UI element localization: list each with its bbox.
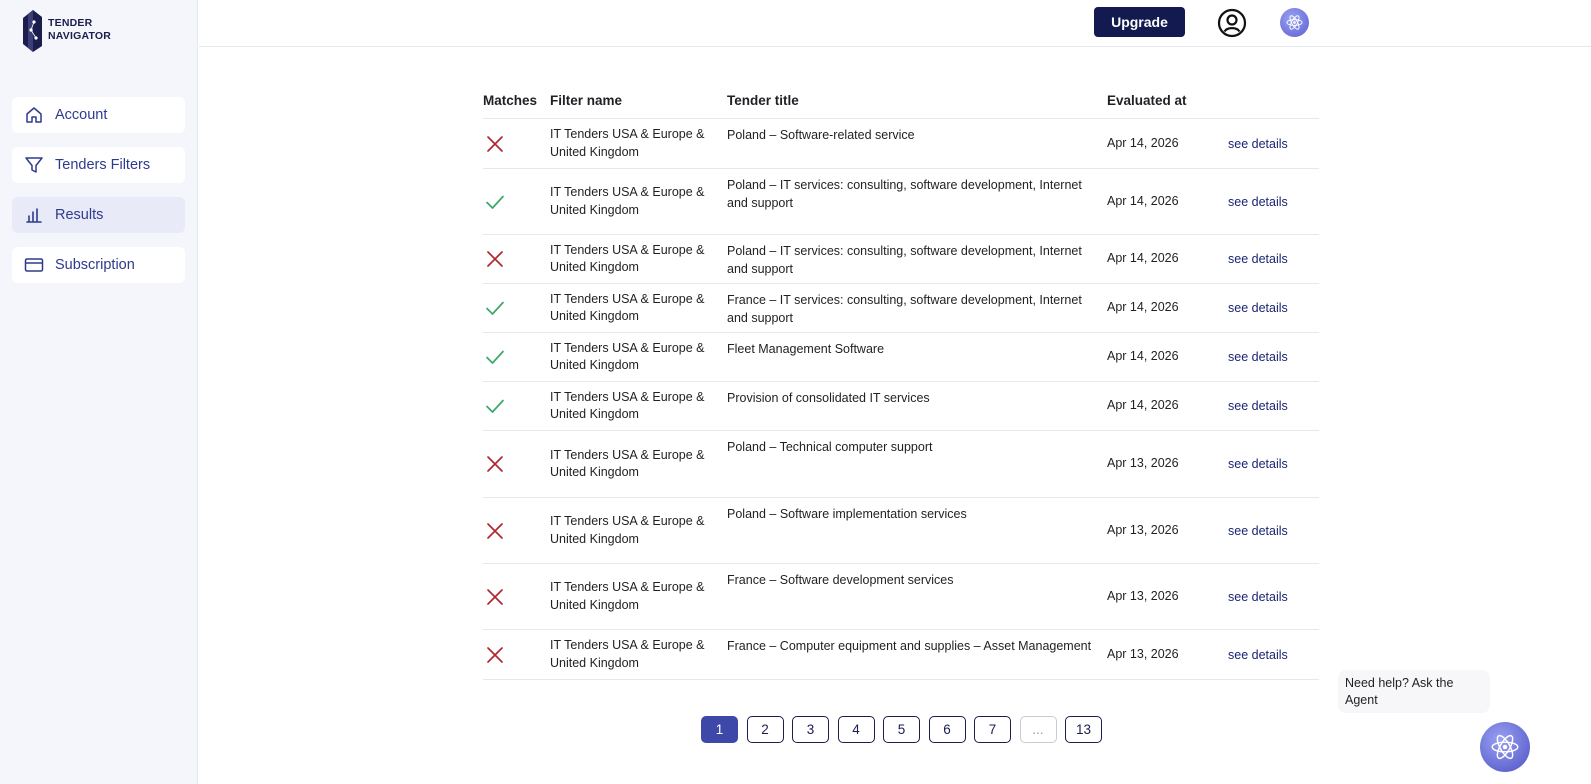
filter-name-cell: IT Tenders USA & Europe & United Kingdom (550, 291, 705, 323)
filter-name-cell: IT Tenders USA & Europe & United Kingdom (550, 580, 705, 612)
match-cell (483, 346, 550, 368)
filter-name-cell: IT Tenders USA & Europe & United Kingdom (550, 127, 705, 159)
pagination-ellipsis: ... (1020, 716, 1057, 743)
logo-mark-icon (20, 8, 46, 52)
cross-icon (484, 586, 506, 608)
table-row (483, 284, 1319, 333)
page-button-7[interactable]: 7 (974, 716, 1011, 743)
sidebar-item-label: Account (55, 107, 108, 123)
actions-cell (1228, 250, 1319, 268)
match-cell (483, 297, 550, 319)
table-header (483, 82, 1319, 119)
page-button-2[interactable]: 2 (747, 716, 784, 743)
check-icon (484, 346, 506, 368)
table-row (483, 235, 1319, 284)
bar-chart-icon (24, 205, 44, 225)
filter-name-cell: IT Tenders USA & Europe & United Kingdom (550, 389, 705, 421)
see-details-link[interactable]: see details (1228, 457, 1288, 471)
evaluated-date-cell: Apr 13, 2026 (1107, 588, 1179, 603)
check-icon (484, 297, 506, 319)
sidebar-item-label: Results (55, 207, 104, 223)
cross-icon (484, 453, 506, 475)
cross-icon (484, 133, 506, 155)
card-icon (24, 255, 44, 275)
evaluated-date-cell: Apr 14, 2026 (1107, 349, 1179, 364)
match-cell (483, 191, 550, 213)
see-details-link[interactable]: see details (1228, 301, 1288, 315)
sidebar-nav (12, 97, 185, 297)
home-icon (24, 105, 44, 125)
match-cell (483, 248, 550, 270)
tender-title-cell: Poland – Software implementation services (727, 507, 967, 521)
see-details-link[interactable]: see details (1228, 136, 1288, 151)
evaluated-date-cell: Apr 14, 2026 (1107, 300, 1179, 315)
filter-name-cell: IT Tenders USA & Europe & United Kingdom (550, 447, 705, 479)
pagination (701, 716, 1111, 743)
help-bubble[interactable]: Need help? Ask the Agent (1338, 670, 1490, 713)
match-cell (483, 395, 550, 417)
table-body (483, 119, 1319, 680)
sidebar-item-results[interactable] (12, 197, 185, 233)
filter-name-cell: IT Tenders USA & Europe & United Kingdom (550, 242, 705, 274)
sidebar-item-account[interactable] (12, 97, 185, 133)
match-cell (483, 453, 550, 475)
check-icon (484, 191, 506, 213)
match-cell (483, 133, 550, 155)
column-header-filter-name: Filter name (550, 92, 623, 108)
page-button-4[interactable]: 4 (838, 716, 875, 743)
check-icon (484, 395, 506, 417)
actions-cell (1228, 135, 1319, 153)
table-row (483, 382, 1319, 431)
page-button-6[interactable]: 6 (929, 716, 966, 743)
see-details-link[interactable]: see details (1228, 523, 1288, 538)
sidebar-item-subscription[interactable] (12, 247, 185, 283)
page-button-1[interactable]: 1 (701, 716, 738, 743)
agent-icon[interactable] (1280, 8, 1309, 37)
table-row (483, 564, 1319, 630)
filter-name-cell: IT Tenders USA & Europe & United Kingdom (550, 514, 705, 546)
tender-title-cell: Poland – Software-related service (727, 128, 915, 142)
see-details-link[interactable]: see details (1228, 194, 1288, 209)
tender-title-cell: Poland – Technical computer support (727, 440, 933, 454)
tender-title-cell: France – Software development services (727, 573, 954, 587)
sidebar-item-label: Subscription (55, 257, 135, 273)
filter-name-cell: IT Tenders USA & Europe & United Kingdom (550, 185, 705, 217)
actions-cell (1228, 522, 1319, 540)
evaluated-date-cell: Apr 14, 2026 (1107, 193, 1179, 208)
filter-icon (24, 155, 44, 175)
column-header-matches: Matches (483, 92, 538, 108)
see-details-link[interactable]: see details (1228, 589, 1288, 604)
table-row (483, 169, 1319, 235)
upgrade-button[interactable]: Upgrade (1094, 7, 1185, 37)
cross-icon (484, 520, 506, 542)
cross-icon (484, 644, 506, 666)
cross-icon (484, 248, 506, 270)
evaluated-date-cell: Apr 14, 2026 (1107, 398, 1179, 413)
match-cell (483, 586, 550, 608)
match-cell (483, 644, 550, 666)
column-header-tender-title: Tender title (727, 92, 799, 108)
see-details-link[interactable]: see details (1228, 399, 1288, 413)
evaluated-date-cell: Apr 14, 2026 (1107, 251, 1179, 266)
logo-text (48, 17, 111, 43)
column-header-evaluated-at: Evaluated at (1107, 92, 1187, 108)
page-button-13[interactable]: 13 (1065, 716, 1102, 743)
sidebar-item-label: Tenders Filters (55, 157, 151, 173)
table-row (483, 431, 1319, 498)
table-row (483, 630, 1319, 680)
tender-title-cell: Fleet Management Software (727, 342, 885, 356)
actions-cell (1228, 588, 1319, 606)
sidebar-item-tenders-filters[interactable] (12, 147, 185, 183)
results-table (483, 82, 1319, 680)
sidebar (0, 0, 198, 784)
evaluated-date-cell: Apr 13, 2026 (1107, 456, 1179, 471)
filter-name-cell: IT Tenders USA & Europe & United Kingdom (550, 340, 705, 372)
tender-title-cell: Provision of consolidated IT services (727, 391, 930, 405)
logo[interactable] (20, 8, 111, 52)
tender-title-cell: Poland – IT services: consulting, software development, Internet and support (727, 244, 1082, 276)
page-button-3[interactable]: 3 (792, 716, 829, 743)
tender-title-cell: Poland – IT services: consulting, software development, Internet and support (727, 178, 1082, 210)
top-header (199, 0, 1591, 47)
tender-title-cell: France – IT services: consulting, software development, Internet and support (727, 293, 1082, 325)
evaluated-date-cell: Apr 13, 2026 (1107, 522, 1179, 537)
actions-cell (1228, 455, 1319, 473)
see-details-link[interactable]: see details (1228, 350, 1288, 364)
evaluated-date-cell: Apr 14, 2026 (1107, 135, 1179, 150)
agent-chat-icon[interactable] (1480, 722, 1530, 772)
actions-cell (1228, 193, 1319, 211)
logo-line-1: TENDER (48, 17, 93, 29)
actions-cell (1228, 397, 1319, 415)
match-cell (483, 520, 550, 542)
see-details-link[interactable]: see details (1228, 647, 1288, 662)
actions-cell (1228, 646, 1319, 664)
table-row (483, 119, 1319, 169)
user-account-icon[interactable] (1217, 8, 1247, 38)
actions-cell (1228, 348, 1319, 366)
evaluated-date-cell: Apr 13, 2026 (1107, 646, 1179, 661)
table-row (483, 498, 1319, 564)
tender-title-cell: France – Computer equipment and supplies – Asset Management (727, 639, 1092, 653)
filter-name-cell: IT Tenders USA & Europe & United Kingdom (550, 638, 705, 670)
page-button-5[interactable]: 5 (883, 716, 920, 743)
logo-line-2: NAVIGATOR (48, 30, 112, 42)
see-details-link[interactable]: see details (1228, 252, 1288, 266)
table-row (483, 333, 1319, 382)
actions-cell (1228, 299, 1319, 317)
